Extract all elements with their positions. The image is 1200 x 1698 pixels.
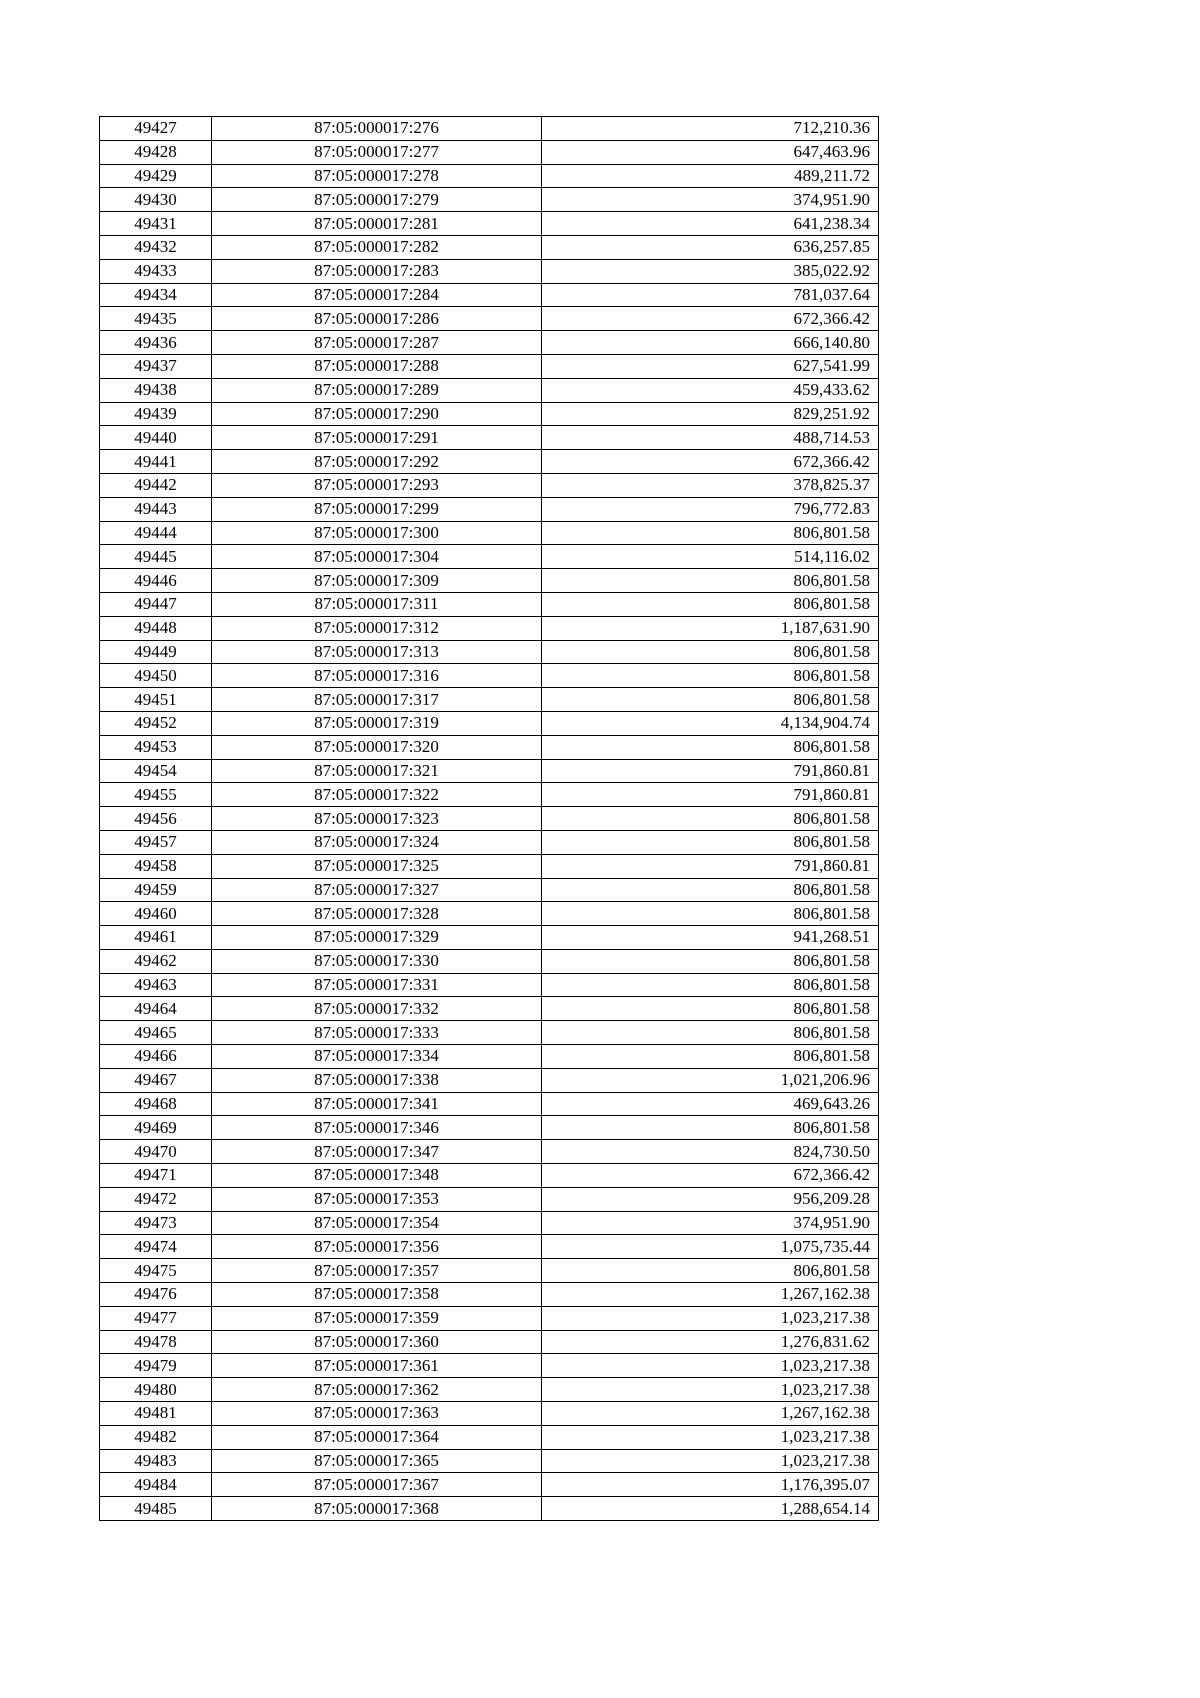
value-cell: 806,801.58 <box>542 830 879 854</box>
value-cell: 781,037.64 <box>542 283 879 307</box>
cadastral-number-cell: 87:05:000017:347 <box>212 1140 542 1164</box>
table-row <box>100 331 879 355</box>
table-row <box>100 354 879 378</box>
table-row <box>100 783 879 807</box>
value-cell: 1,187,631.90 <box>542 616 879 640</box>
value-cell: 1,023,217.38 <box>542 1378 879 1402</box>
row-number-cell: 49439 <box>100 402 212 426</box>
table-row <box>100 426 879 450</box>
row-number-cell: 49472 <box>100 1187 212 1211</box>
value-cell: 374,951.90 <box>542 1211 879 1235</box>
cadastral-number-cell: 87:05:000017:365 <box>212 1449 542 1473</box>
value-cell: 806,801.58 <box>542 592 879 616</box>
cadastral-number-cell: 87:05:000017:324 <box>212 830 542 854</box>
table-row <box>100 545 879 569</box>
cadastral-number-cell: 87:05:000017:316 <box>212 664 542 688</box>
table-row <box>100 973 879 997</box>
value-cell: 806,801.58 <box>542 664 879 688</box>
table-row <box>100 164 879 188</box>
table-row <box>100 378 879 402</box>
row-number-cell: 49450 <box>100 664 212 688</box>
cadastral-number-cell: 87:05:000017:331 <box>212 973 542 997</box>
value-cell: 489,211.72 <box>542 164 879 188</box>
table-row <box>100 259 879 283</box>
table-row <box>100 1473 879 1497</box>
value-cell: 641,238.34 <box>542 212 879 236</box>
table-row <box>100 1068 879 1092</box>
cadastral-number-cell: 87:05:000017:287 <box>212 331 542 355</box>
row-number-cell: 49481 <box>100 1402 212 1426</box>
value-cell: 806,801.58 <box>542 902 879 926</box>
row-number-cell: 49436 <box>100 331 212 355</box>
row-number-cell: 49456 <box>100 807 212 831</box>
value-cell: 636,257.85 <box>542 235 879 259</box>
cadastral-number-cell: 87:05:000017:346 <box>212 1116 542 1140</box>
value-cell: 459,433.62 <box>542 378 879 402</box>
table-row <box>100 283 879 307</box>
value-cell: 806,801.58 <box>542 1045 879 1069</box>
cadastral-number-cell: 87:05:000017:364 <box>212 1425 542 1449</box>
row-number-cell: 49431 <box>100 212 212 236</box>
cadastral-number-cell: 87:05:000017:329 <box>212 926 542 950</box>
cadastral-number-cell: 87:05:000017:299 <box>212 497 542 521</box>
value-cell: 1,276,831.62 <box>542 1330 879 1354</box>
cadastral-number-cell: 87:05:000017:334 <box>212 1045 542 1069</box>
table-row <box>100 1116 879 1140</box>
cadastral-number-cell: 87:05:000017:284 <box>212 283 542 307</box>
cadastral-number-cell: 87:05:000017:317 <box>212 688 542 712</box>
table-row <box>100 640 879 664</box>
table-row <box>100 1497 879 1521</box>
table-row <box>100 759 879 783</box>
value-cell: 672,366.42 <box>542 307 879 331</box>
row-number-cell: 49434 <box>100 283 212 307</box>
row-number-cell: 49470 <box>100 1140 212 1164</box>
row-number-cell: 49464 <box>100 997 212 1021</box>
table-row <box>100 1449 879 1473</box>
table-row <box>100 711 879 735</box>
value-cell: 1,075,735.44 <box>542 1235 879 1259</box>
cadastral-number-cell: 87:05:000017:309 <box>212 569 542 593</box>
row-number-cell: 49462 <box>100 949 212 973</box>
row-number-cell: 49438 <box>100 378 212 402</box>
value-cell: 806,801.58 <box>542 1021 879 1045</box>
row-number-cell: 49443 <box>100 497 212 521</box>
cadastral-number-cell: 87:05:000017:313 <box>212 640 542 664</box>
data-table <box>99 116 879 1521</box>
value-cell: 385,022.92 <box>542 259 879 283</box>
table-row <box>100 878 879 902</box>
value-cell: 1,176,395.07 <box>542 1473 879 1497</box>
value-cell: 647,463.96 <box>542 140 879 164</box>
table-row <box>100 1140 879 1164</box>
value-cell: 791,860.81 <box>542 783 879 807</box>
table-row <box>100 1259 879 1283</box>
cadastral-number-cell: 87:05:000017:278 <box>212 164 542 188</box>
value-cell: 791,860.81 <box>542 854 879 878</box>
row-number-cell: 49485 <box>100 1497 212 1521</box>
value-cell: 806,801.58 <box>542 949 879 973</box>
value-cell: 666,140.80 <box>542 331 879 355</box>
cadastral-number-cell: 87:05:000017:304 <box>212 545 542 569</box>
value-cell: 672,366.42 <box>542 1164 879 1188</box>
table-row <box>100 664 879 688</box>
cadastral-number-cell: 87:05:000017:359 <box>212 1306 542 1330</box>
row-number-cell: 49444 <box>100 521 212 545</box>
row-number-cell: 49449 <box>100 640 212 664</box>
row-number-cell: 49466 <box>100 1045 212 1069</box>
cadastral-number-cell: 87:05:000017:353 <box>212 1187 542 1211</box>
cadastral-number-cell: 87:05:000017:276 <box>212 117 542 141</box>
value-cell: 4,134,904.74 <box>542 711 879 735</box>
cadastral-number-cell: 87:05:000017:320 <box>212 735 542 759</box>
row-number-cell: 49483 <box>100 1449 212 1473</box>
row-number-cell: 49475 <box>100 1259 212 1283</box>
row-number-cell: 49484 <box>100 1473 212 1497</box>
row-number-cell: 49461 <box>100 926 212 950</box>
row-number-cell: 49430 <box>100 188 212 212</box>
row-number-cell: 49454 <box>100 759 212 783</box>
row-number-cell: 49473 <box>100 1211 212 1235</box>
value-cell: 956,209.28 <box>542 1187 879 1211</box>
row-number-cell: 49469 <box>100 1116 212 1140</box>
row-number-cell: 49479 <box>100 1354 212 1378</box>
table-row <box>100 117 879 141</box>
row-number-cell: 49447 <box>100 592 212 616</box>
cadastral-number-cell: 87:05:000017:338 <box>212 1068 542 1092</box>
table-row <box>100 497 879 521</box>
table-row <box>100 1354 879 1378</box>
table-row <box>100 949 879 973</box>
cadastral-number-cell: 87:05:000017:319 <box>212 711 542 735</box>
value-cell: 806,801.58 <box>542 1116 879 1140</box>
table-body <box>100 117 879 1521</box>
table-row <box>100 854 879 878</box>
table-row <box>100 807 879 831</box>
cadastral-number-cell: 87:05:000017:330 <box>212 949 542 973</box>
table-row <box>100 1187 879 1211</box>
value-cell: 1,267,162.38 <box>542 1283 879 1307</box>
cadastral-number-cell: 87:05:000017:362 <box>212 1378 542 1402</box>
row-number-cell: 49474 <box>100 1235 212 1259</box>
row-number-cell: 49465 <box>100 1021 212 1045</box>
table-row <box>100 1045 879 1069</box>
row-number-cell: 49460 <box>100 902 212 926</box>
row-number-cell: 49468 <box>100 1092 212 1116</box>
table-row <box>100 1425 879 1449</box>
row-number-cell: 49442 <box>100 473 212 497</box>
row-number-cell: 49458 <box>100 854 212 878</box>
table-row <box>100 188 879 212</box>
value-cell: 806,801.58 <box>542 997 879 1021</box>
cadastral-number-cell: 87:05:000017:291 <box>212 426 542 450</box>
cadastral-number-cell: 87:05:000017:332 <box>212 997 542 1021</box>
row-number-cell: 49478 <box>100 1330 212 1354</box>
table-row <box>100 140 879 164</box>
table-row <box>100 1021 879 1045</box>
cadastral-number-cell: 87:05:000017:333 <box>212 1021 542 1045</box>
table-row <box>100 1164 879 1188</box>
value-cell: 941,268.51 <box>542 926 879 950</box>
table-row <box>100 1330 879 1354</box>
value-cell: 1,023,217.38 <box>542 1449 879 1473</box>
value-cell: 374,951.90 <box>542 188 879 212</box>
table-row <box>100 688 879 712</box>
value-cell: 806,801.58 <box>542 640 879 664</box>
cadastral-number-cell: 87:05:000017:279 <box>212 188 542 212</box>
value-cell: 1,023,217.38 <box>542 1425 879 1449</box>
table-row <box>100 616 879 640</box>
value-cell: 627,541.99 <box>542 354 879 378</box>
cadastral-number-cell: 87:05:000017:321 <box>212 759 542 783</box>
table-row <box>100 473 879 497</box>
table-row <box>100 402 879 426</box>
value-cell: 824,730.50 <box>542 1140 879 1164</box>
value-cell: 806,801.58 <box>542 569 879 593</box>
value-cell: 712,210.36 <box>542 117 879 141</box>
row-number-cell: 49476 <box>100 1283 212 1307</box>
value-cell: 796,772.83 <box>542 497 879 521</box>
cadastral-number-cell: 87:05:000017:328 <box>212 902 542 926</box>
row-number-cell: 49448 <box>100 616 212 640</box>
table-row <box>100 902 879 926</box>
cadastral-number-cell: 87:05:000017:327 <box>212 878 542 902</box>
value-cell: 806,801.58 <box>542 735 879 759</box>
table-row <box>100 830 879 854</box>
value-cell: 806,801.58 <box>542 521 879 545</box>
row-number-cell: 49457 <box>100 830 212 854</box>
row-number-cell: 49441 <box>100 450 212 474</box>
row-number-cell: 49437 <box>100 354 212 378</box>
cadastral-number-cell: 87:05:000017:322 <box>212 783 542 807</box>
value-cell: 806,801.58 <box>542 1259 879 1283</box>
row-number-cell: 49432 <box>100 235 212 259</box>
value-cell: 791,860.81 <box>542 759 879 783</box>
table-row <box>100 212 879 236</box>
cadastral-number-cell: 87:05:000017:368 <box>212 1497 542 1521</box>
row-number-cell: 49471 <box>100 1164 212 1188</box>
value-cell: 1,288,654.14 <box>542 1497 879 1521</box>
value-cell: 1,023,217.38 <box>542 1306 879 1330</box>
table-row <box>100 735 879 759</box>
row-number-cell: 49467 <box>100 1068 212 1092</box>
cadastral-number-cell: 87:05:000017:286 <box>212 307 542 331</box>
row-number-cell: 49433 <box>100 259 212 283</box>
cadastral-number-cell: 87:05:000017:325 <box>212 854 542 878</box>
table-row <box>100 569 879 593</box>
row-number-cell: 49477 <box>100 1306 212 1330</box>
row-number-cell: 49429 <box>100 164 212 188</box>
cadastral-number-cell: 87:05:000017:311 <box>212 592 542 616</box>
cadastral-number-cell: 87:05:000017:281 <box>212 212 542 236</box>
value-cell: 469,643.26 <box>542 1092 879 1116</box>
row-number-cell: 49463 <box>100 973 212 997</box>
row-number-cell: 49428 <box>100 140 212 164</box>
row-number-cell: 49445 <box>100 545 212 569</box>
table-row <box>100 1211 879 1235</box>
table-row <box>100 926 879 950</box>
cadastral-number-cell: 87:05:000017:354 <box>212 1211 542 1235</box>
cadastral-number-cell: 87:05:000017:288 <box>212 354 542 378</box>
cadastral-number-cell: 87:05:000017:341 <box>212 1092 542 1116</box>
table-row <box>100 1092 879 1116</box>
value-cell: 672,366.42 <box>542 450 879 474</box>
cadastral-number-cell: 87:05:000017:358 <box>212 1283 542 1307</box>
value-cell: 1,021,206.96 <box>542 1068 879 1092</box>
cadastral-number-cell: 87:05:000017:356 <box>212 1235 542 1259</box>
value-cell: 806,801.58 <box>542 807 879 831</box>
table-row <box>100 997 879 1021</box>
table-row <box>100 1306 879 1330</box>
row-number-cell: 49440 <box>100 426 212 450</box>
cadastral-number-cell: 87:05:000017:363 <box>212 1402 542 1426</box>
cadastral-number-cell: 87:05:000017:348 <box>212 1164 542 1188</box>
row-number-cell: 49453 <box>100 735 212 759</box>
cadastral-number-cell: 87:05:000017:323 <box>212 807 542 831</box>
cadastral-number-cell: 87:05:000017:292 <box>212 450 542 474</box>
value-cell: 806,801.58 <box>542 688 879 712</box>
cadastral-number-cell: 87:05:000017:290 <box>212 402 542 426</box>
value-cell: 514,116.02 <box>542 545 879 569</box>
cadastral-number-cell: 87:05:000017:312 <box>212 616 542 640</box>
row-number-cell: 49482 <box>100 1425 212 1449</box>
row-number-cell: 49427 <box>100 117 212 141</box>
table-row <box>100 592 879 616</box>
value-cell: 829,251.92 <box>542 402 879 426</box>
table-row <box>100 1235 879 1259</box>
cadastral-number-cell: 87:05:000017:357 <box>212 1259 542 1283</box>
row-number-cell: 49455 <box>100 783 212 807</box>
cadastral-number-cell: 87:05:000017:300 <box>212 521 542 545</box>
value-cell: 806,801.58 <box>542 878 879 902</box>
row-number-cell: 49446 <box>100 569 212 593</box>
table-row <box>100 1283 879 1307</box>
cadastral-number-cell: 87:05:000017:361 <box>212 1354 542 1378</box>
table-row <box>100 521 879 545</box>
row-number-cell: 49480 <box>100 1378 212 1402</box>
row-number-cell: 49452 <box>100 711 212 735</box>
cadastral-number-cell: 87:05:000017:360 <box>212 1330 542 1354</box>
table-row <box>100 235 879 259</box>
table-row <box>100 1378 879 1402</box>
row-number-cell: 49459 <box>100 878 212 902</box>
cadastral-number-cell: 87:05:000017:282 <box>212 235 542 259</box>
table-row <box>100 307 879 331</box>
row-number-cell: 49451 <box>100 688 212 712</box>
cadastral-number-cell: 87:05:000017:367 <box>212 1473 542 1497</box>
cadastral-number-cell: 87:05:000017:283 <box>212 259 542 283</box>
table-row <box>100 450 879 474</box>
value-cell: 1,023,217.38 <box>542 1354 879 1378</box>
value-cell: 1,267,162.38 <box>542 1402 879 1426</box>
value-cell: 378,825.37 <box>542 473 879 497</box>
row-number-cell: 49435 <box>100 307 212 331</box>
value-cell: 488,714.53 <box>542 426 879 450</box>
cadastral-number-cell: 87:05:000017:277 <box>212 140 542 164</box>
value-cell: 806,801.58 <box>542 973 879 997</box>
table-row <box>100 1402 879 1426</box>
cadastral-number-cell: 87:05:000017:293 <box>212 473 542 497</box>
cadastral-number-cell: 87:05:000017:289 <box>212 378 542 402</box>
